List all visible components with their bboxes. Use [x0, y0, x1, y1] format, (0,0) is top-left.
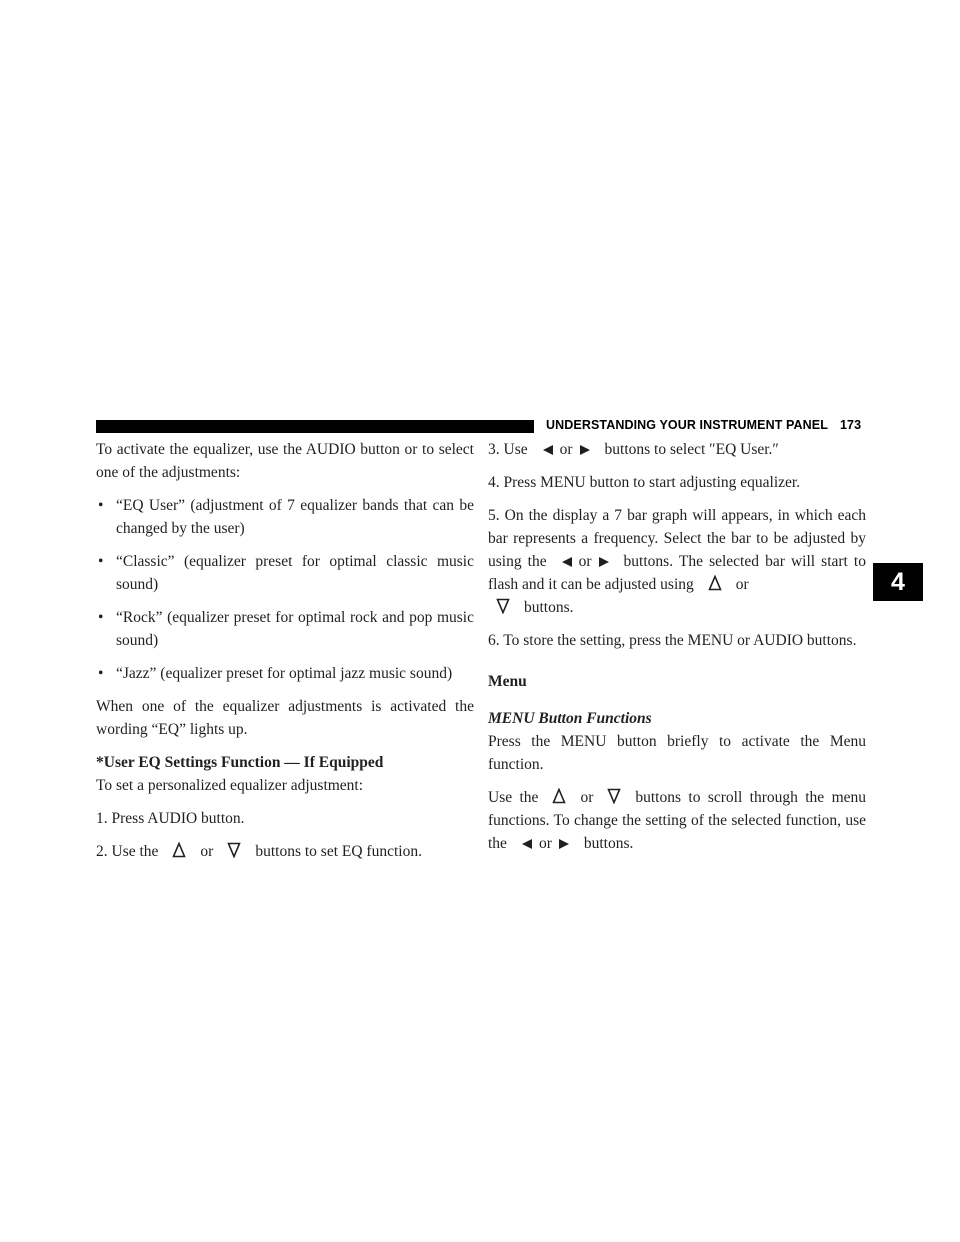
left-arrow-icon	[521, 838, 533, 850]
bullet-text: “Rock” (equalizer preset for optimal rock and pop music sound)	[116, 609, 474, 649]
step-1: 1. Press AUDIO button.	[96, 810, 245, 827]
left-arrow-icon	[561, 556, 573, 568]
header-rule	[96, 420, 534, 433]
chapter-tab: 4	[873, 563, 923, 601]
up-triangle-icon	[552, 788, 566, 804]
up-triangle-icon	[708, 575, 722, 591]
down-triangle-icon	[496, 598, 510, 614]
step-6: 6. To store the setting, press the MENU or AUDIO buttons.	[488, 632, 857, 649]
page-number: 173	[839, 418, 862, 432]
bullet-item	[96, 662, 474, 685]
bullet-item	[96, 494, 474, 540]
right-arrow-icon	[558, 838, 570, 850]
bullet-text: “Jazz” (equalizer preset for optimal jazz music sound)	[116, 665, 453, 682]
step-3: 3. Use or buttons to select ″EQ User.″	[488, 441, 779, 458]
eq-note: When one of the equalizer adjustments is activated the wording “EQ” lights up.	[96, 698, 474, 738]
bullet-icon: •	[98, 497, 104, 514]
step-5: 5. On the display a 7 bar graph will appears, in which each bar represents a frequency. Select the bar to be adjusted by using the or buttons. The selected bar will start to flash and it can be adjusted using or buttons.	[488, 507, 866, 616]
menu-heading: Menu	[488, 673, 527, 690]
right-arrow-icon	[579, 444, 591, 456]
bullet-item	[96, 606, 474, 652]
right-column	[488, 438, 866, 865]
running-header	[546, 418, 866, 432]
header-title: UNDERSTANDING YOUR INSTRUMENT PANEL	[546, 418, 828, 432]
bullet-item	[96, 550, 474, 596]
step-4: 4. Press MENU button to start adjusting equalizer.	[488, 474, 801, 491]
bullet-text: “EQ User” (adjustment of 7 equalizer bands that can be changed by the user)	[116, 497, 474, 537]
section-subtext: To set a personalized equalizer adjustment:	[96, 777, 364, 794]
down-triangle-icon	[227, 842, 241, 858]
scroll-paragraph: Use the or buttons to scroll through the menu functions. To change the setting of the selected function, use the or buttons.	[488, 789, 867, 852]
left-arrow-icon	[542, 444, 554, 456]
bullet-icon: •	[98, 553, 104, 570]
bullet-icon: •	[98, 609, 104, 626]
right-arrow-icon	[598, 556, 610, 568]
menu-paragraph: Press the MENU button briefly to activate the Menu function.	[488, 733, 866, 773]
section-heading: *User EQ Settings Function — If Equipped	[96, 754, 384, 771]
step-2: 2. Use the or buttons to set EQ function.	[96, 843, 422, 860]
bullet-icon: •	[98, 665, 104, 682]
up-triangle-icon	[172, 842, 186, 858]
bullet-text: “Classic” (equalizer preset for optimal classic music sound)	[116, 553, 474, 593]
intro-paragraph: To activate the equalizer, use the AUDIO button or to select one of the adjustments:	[96, 441, 474, 481]
menu-subheading: MENU Button Functions	[488, 710, 652, 727]
down-triangle-icon	[607, 788, 621, 804]
left-column	[96, 438, 474, 873]
